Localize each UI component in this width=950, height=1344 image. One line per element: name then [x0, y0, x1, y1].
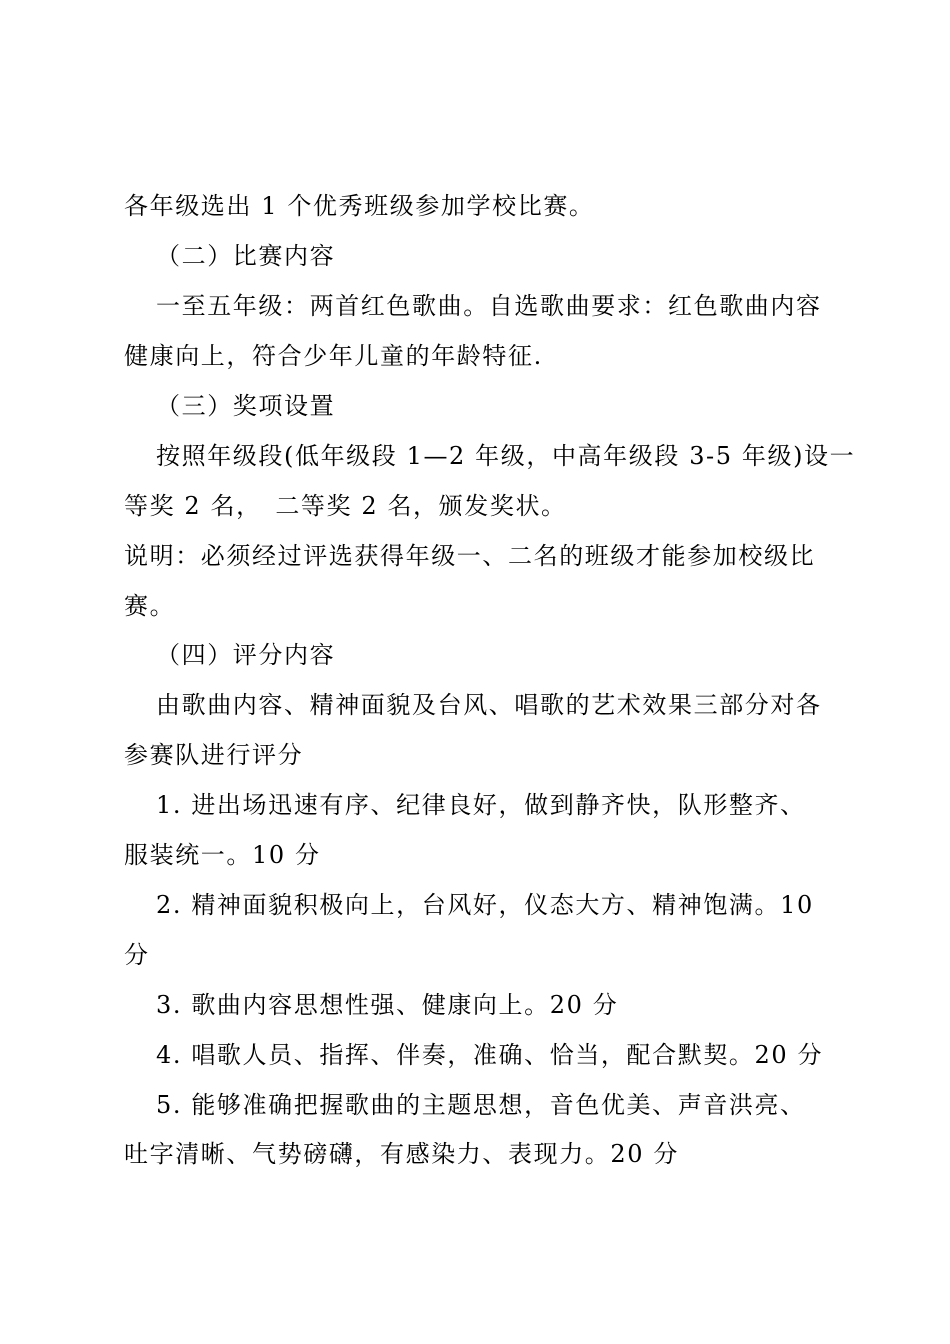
list-item-continuation: 分: [124, 941, 150, 969]
paragraph-line: 按照年级段(低年级段 1—2 年级，中高年级段 3-5 年级)设一: [156, 442, 856, 470]
list-item-continuation: 服装统一。10 分: [124, 841, 321, 869]
paragraph-line: 各年级选出 1 个优秀班级参加学校比赛。: [124, 192, 595, 220]
section-heading: （三）奖项设置: [156, 392, 336, 420]
paragraph-line: 健康向上，符合少年儿童的年龄特征.: [124, 342, 543, 370]
list-item: 4. 唱歌人员、指挥、伴奏，准确、恰当，配合默契。20 分: [156, 1041, 824, 1069]
list-item: 2. 精神面貌积极向上，台风好，仪态大方、精神饱满。10: [156, 891, 814, 919]
list-item: 1. 进出场迅速有序、纪律良好，做到静齐快，队形整齐、: [156, 791, 806, 819]
paragraph-line: 赛。: [124, 592, 176, 620]
list-item-continuation: 吐字清晰、气势磅礴，有感染力、表现力。20 分: [124, 1140, 679, 1168]
paragraph-line: 一至五年级：两首红色歌曲。自选歌曲要求：红色歌曲内容: [156, 292, 822, 320]
paragraph-line: 说明：必须经过评选获得年级一、二名的班级才能参加校级比: [124, 542, 816, 570]
section-heading: （四）评分内容: [156, 641, 336, 669]
paragraph-line: 参赛队进行评分: [124, 741, 304, 769]
list-item: 5. 能够准确把握歌曲的主题思想，音色优美、声音洪亮、: [156, 1091, 806, 1119]
paragraph-line: 由歌曲内容、精神面貌及台风、唱歌的艺术效果三部分对各: [156, 691, 822, 719]
paragraph-line: 等奖 2 名， 二等奖 2 名，颁发奖状。: [124, 492, 567, 520]
list-item: 3. 歌曲内容思想性强、健康向上。20 分: [156, 991, 619, 1019]
section-heading: （二）比赛内容: [156, 242, 336, 270]
